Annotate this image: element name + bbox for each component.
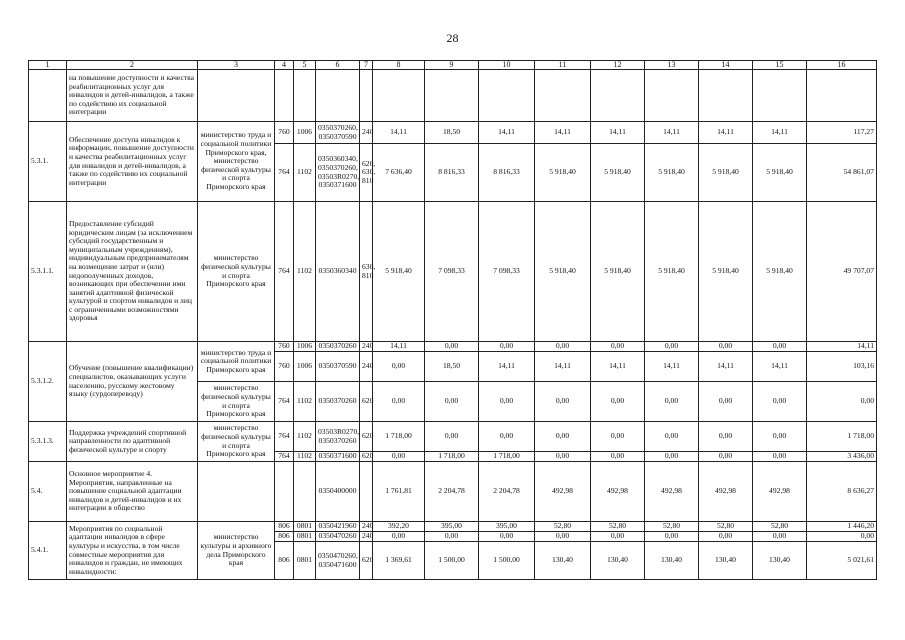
cell-r5312a-col10: 0,00 (479, 342, 535, 352)
empty-cell (699, 70, 753, 122)
cell-r54-col16: 8 636,27 (807, 462, 877, 522)
cell-r54-col11: 492,98 (535, 462, 591, 522)
cell-r541b-col5: 0801 (294, 532, 316, 542)
cell-r531b-col15: 5 918,40 (753, 144, 807, 202)
row-executor: министерство труда и социальной политики Приморского края (198, 342, 275, 382)
cell-r5311-col9: 7 098,33 (425, 202, 479, 342)
cell-r5313a-col6: 03503R0270, 0350370260 (316, 422, 360, 452)
cell-r5312b-col8: 0,00 (373, 352, 425, 382)
cell-r541a-col15: 52,80 (753, 522, 807, 532)
empty-cell (753, 70, 807, 122)
cell-r531a-col15: 14,11 (753, 122, 807, 144)
empty-cell (29, 70, 67, 122)
cell-r541c-col9: 1 500,00 (425, 542, 479, 580)
cell-r541c-col10: 1 500,00 (479, 542, 535, 580)
cell-r541c-col14: 130,40 (699, 542, 753, 580)
row-description: Поддержка учреждений спортивной направленности по адаптивной физической культуре и спорту (67, 422, 198, 462)
cell-r541c-col6: 0350470260, 0350471600 (316, 542, 360, 580)
cell-r5312c-col10: 0,00 (479, 382, 535, 422)
empty-cell (198, 70, 275, 122)
column-header-14: 14 (699, 61, 753, 70)
page-number: 28 (446, 31, 459, 45)
cell-r5311-col5: 1102 (294, 202, 316, 342)
cell-r541b-col10: 0,00 (479, 532, 535, 542)
cell-r5313b-col8: 0,00 (373, 452, 425, 462)
column-header-12: 12 (591, 61, 645, 70)
cell-r5312b-col7: 240 (360, 352, 373, 382)
row-executor: министерство физической культуры и спорта Приморского края (198, 382, 275, 422)
cell-r5313a-col13: 0,00 (645, 422, 699, 452)
cell-r541c-col16: 5 021,61 (807, 542, 877, 580)
empty-cell (535, 70, 591, 122)
cell-r5312a-col8: 14,11 (373, 342, 425, 352)
row-number: 5.3.1.3. (29, 422, 67, 462)
column-header-13: 13 (645, 61, 699, 70)
cell-r5311-col7: 630, 810 (360, 202, 373, 342)
empty-cell (807, 70, 877, 122)
cell-r5312c-col9: 0,00 (425, 382, 479, 422)
cell-r5312b-col11: 14,11 (535, 352, 591, 382)
cell-r531b-col9: 8 816,33 (425, 144, 479, 202)
cell-r5313b-col10: 1 718,00 (479, 452, 535, 462)
cell-r541b-col15: 0,00 (753, 532, 807, 542)
cell-r5313b-col7: 620 (360, 452, 373, 462)
cell-r5311-col14: 5 918,40 (699, 202, 753, 342)
cell-r541c-col15: 130,40 (753, 542, 807, 580)
cell-r5313a-col15: 0,00 (753, 422, 807, 452)
column-header-7: 7 (360, 61, 373, 70)
cell-r5312c-col7: 620 (360, 382, 373, 422)
cell-r5312c-col13: 0,00 (645, 382, 699, 422)
column-header-3: 3 (198, 61, 275, 70)
cell-r531b-col8: 7 636,40 (373, 144, 425, 202)
cell-r5313a-col12: 0,00 (591, 422, 645, 452)
cell-r531b-col10: 8 816,33 (479, 144, 535, 202)
cell-r5312a-col15: 0,00 (753, 342, 807, 352)
row-description: на повышение доступности и качества реабилитационных услуг для инвалидов и детей-инвалидов, а также по содействию их социальной интеграции (67, 70, 198, 122)
column-header-16: 16 (807, 61, 877, 70)
cell-r5312c-col15: 0,00 (753, 382, 807, 422)
cell-r531a-col9: 18,50 (425, 122, 479, 144)
row-description: Обеспечение доступа инвалидов к информации, повышение доступности и качества реабилитационных услуг для инвалидов и детей-инвалидов, а также по содействию их социальной интеграции (67, 122, 198, 202)
cell-r5313b-col16: 3 436,00 (807, 452, 877, 462)
empty-cell (591, 70, 645, 122)
cell-r531a-col13: 14,11 (645, 122, 699, 144)
row-number: 5.4.1. (29, 522, 67, 580)
cell-r5312c-col16: 0,00 (807, 382, 877, 422)
cell-r5312b-col9: 18,50 (425, 352, 479, 382)
cell-r54-col6: 0350400000 (316, 462, 360, 522)
cell-r5312b-col14: 14,11 (699, 352, 753, 382)
column-header-5: 5 (294, 61, 316, 70)
cell-r531a-col16: 117,27 (807, 122, 877, 144)
cell-r541c-col5: 0801 (294, 542, 316, 580)
empty-cell (479, 70, 535, 122)
cell-r5312c-col4: 764 (275, 382, 294, 422)
cell-r5311-col10: 7 098,33 (479, 202, 535, 342)
cell-r5313a-col4: 764 (275, 422, 294, 452)
cell-r541a-col16: 1 446,20 (807, 522, 877, 532)
cell-r5312c-col6: 0350370260 (316, 382, 360, 422)
cell-r54-col15: 492,98 (753, 462, 807, 522)
cell-r5312a-col6: 0350370260 (316, 342, 360, 352)
cell-r541c-col11: 130,40 (535, 542, 591, 580)
cell-r531b-col12: 5 918,40 (591, 144, 645, 202)
cell-r5313b-col14: 0,00 (699, 452, 753, 462)
cell-r5312c-col11: 0,00 (535, 382, 591, 422)
empty-cell (198, 462, 275, 522)
cell-r5311-col16: 49 707,07 (807, 202, 877, 342)
column-header-10: 10 (479, 61, 535, 70)
cell-r54-col9: 2 204,78 (425, 462, 479, 522)
cell-r531a-col10: 14,11 (479, 122, 535, 144)
row-description: Мероприятия по социальной адаптации инвалидов в сфере культуры и искусства, в том числе совместные мероприятия для инвалидов и граждан, не имеющих инвалидности: (67, 522, 198, 580)
cell-r531b-col6: 0350360340, 0350370260, 03503R0270, 0350371600 (316, 144, 360, 202)
header-row (29, 61, 877, 70)
cell-r541b-col8: 0,00 (373, 532, 425, 542)
row-executor: министерство труда и социальной политики Приморского края, министерство физической культуры и спорта Приморского края (198, 122, 275, 202)
cell-r5311-col4: 764 (275, 202, 294, 342)
cell-r5313b-col5: 1102 (294, 452, 316, 462)
cell-r5312a-col5: 1006 (294, 342, 316, 352)
cell-r541b-col16: 0,00 (807, 532, 877, 542)
row-description: Предоставление субсидий юридическим лицам (за исключением субсидий государственным и муниципальным учреждениям), индивидуальным предпринимателям на возмещение затрат и (или) недополученных доходов, возникающих при обеспечении ими занятий адаптивной физической культурой и спортом инвалидов и лиц с ограниченными возможностями здоровья (67, 202, 198, 342)
cell-r531a-col6: 0350370260, 0350370590 (316, 122, 360, 144)
cell-r541c-col4: 806 (275, 542, 294, 580)
cell-r541c-col8: 1 369,61 (373, 542, 425, 580)
cell-r531b-col14: 5 918,40 (699, 144, 753, 202)
cell-r5313b-col4: 764 (275, 452, 294, 462)
cell-r541a-col14: 52,80 (699, 522, 753, 532)
table-row-5-3-1-a (29, 122, 877, 144)
cell-r5312a-col16: 14,11 (807, 342, 877, 352)
cell-r5313a-col14: 0,00 (699, 422, 753, 452)
cell-r541c-col7: 620 (360, 542, 373, 580)
cell-r541a-col12: 52,80 (591, 522, 645, 532)
cell-r541a-col13: 52,80 (645, 522, 699, 532)
cell-r5312c-col14: 0,00 (699, 382, 753, 422)
column-header-15: 15 (753, 61, 807, 70)
cell-r541a-col7: 240 (360, 522, 373, 532)
cell-r5312a-col9: 0,00 (425, 342, 479, 352)
cell-r5312a-col11: 0,00 (535, 342, 591, 352)
cell-r541b-col7: 240 (360, 532, 373, 542)
column-header-6: 6 (316, 61, 360, 70)
cell-r5312b-col13: 14,11 (645, 352, 699, 382)
cell-r5312b-col16: 103,16 (807, 352, 877, 382)
cell-r5313a-col8: 1 718,00 (373, 422, 425, 452)
row-number: 5.3.1.2. (29, 342, 67, 422)
cell-r531a-col11: 14,11 (535, 122, 591, 144)
column-header-11: 11 (535, 61, 591, 70)
cell-r531a-col8: 14,11 (373, 122, 425, 144)
table-row-5-3-1-1 (29, 202, 877, 342)
row-executor: министерство физической культуры и спорта Приморского края (198, 202, 275, 342)
cell-r5311-col11: 5 918,40 (535, 202, 591, 342)
cell-r5311-col8: 5 918,40 (373, 202, 425, 342)
empty-cell (360, 70, 373, 122)
cell-r541a-col5: 0801 (294, 522, 316, 532)
cell-r5313b-col12: 0,00 (591, 452, 645, 462)
cell-r5311-col13: 5 918,40 (645, 202, 699, 342)
cell-r54-col14: 492,98 (699, 462, 753, 522)
cell-r5312b-col6: 0350370590 (316, 352, 360, 382)
table-row-5-4-1-a (29, 522, 877, 532)
cell-r54-col13: 492,98 (645, 462, 699, 522)
table-row-continuation (29, 70, 877, 122)
table-row-5-4 (29, 462, 877, 522)
cell-r531a-col4: 760 (275, 122, 294, 144)
empty-cell (373, 70, 425, 122)
cell-r531a-col14: 14,11 (699, 122, 753, 144)
cell-r5313a-col5: 1102 (294, 422, 316, 452)
cell-r5311-col15: 5 918,40 (753, 202, 807, 342)
cell-r531b-col11: 5 918,40 (535, 144, 591, 202)
cell-r54-col7 (360, 462, 373, 522)
cell-r5312c-col5: 1102 (294, 382, 316, 422)
cell-r541b-col6: 0350470260 (316, 532, 360, 542)
empty-cell (425, 70, 479, 122)
cell-r5312a-col4: 760 (275, 342, 294, 352)
cell-r541b-col4: 806 (275, 532, 294, 542)
cell-r541b-col14: 0,00 (699, 532, 753, 542)
table-row-5-3-1-2-a (29, 342, 877, 352)
program-table (28, 60, 877, 580)
column-header-4: 4 (275, 61, 294, 70)
cell-r541b-col11: 0,00 (535, 532, 591, 542)
row-description: Основное мероприятие 4. Мероприятия, направленные на повышение социальной адаптации инвалидов и детей-инвалидов и их интеграции в общество (67, 462, 198, 522)
cell-r531b-col4: 764 (275, 144, 294, 202)
cell-r541b-col9: 0,00 (425, 532, 479, 542)
cell-r54-col10: 2 204,78 (479, 462, 535, 522)
empty-cell (316, 70, 360, 122)
cell-r541a-col11: 52,80 (535, 522, 591, 532)
cell-r541b-col13: 0,00 (645, 532, 699, 542)
cell-r541c-col13: 130,40 (645, 542, 699, 580)
cell-r5312b-col15: 14,11 (753, 352, 807, 382)
cell-r5311-col12: 5 918,40 (591, 202, 645, 342)
column-header-2: 2 (67, 61, 198, 70)
cell-r5313a-col16: 1 718,00 (807, 422, 877, 452)
cell-r531b-col13: 5 918,40 (645, 144, 699, 202)
row-number: 5.3.1. (29, 122, 67, 202)
row-executor: министерство культуры и архивного дела Приморского края (198, 522, 275, 580)
cell-r5312b-col10: 14,11 (479, 352, 535, 382)
cell-r531b-col16: 54 861,07 (807, 144, 877, 202)
cell-r531a-col5: 1006 (294, 122, 316, 144)
cell-r5312c-col12: 0,00 (591, 382, 645, 422)
cell-r54-col5 (294, 462, 316, 522)
column-header-1: 1 (29, 61, 67, 70)
cell-r5313a-col7: 620 (360, 422, 373, 452)
cell-r5312b-col4: 760 (275, 352, 294, 382)
cell-r5313a-col10: 0,00 (479, 422, 535, 452)
cell-r54-col4 (275, 462, 294, 522)
cell-r5313b-col6: 0350371600 (316, 452, 360, 462)
empty-cell (275, 70, 294, 122)
row-number: 5.3.1.1. (29, 202, 67, 342)
cell-r531a-col12: 14,11 (591, 122, 645, 144)
table-row-5-3-1-3-a (29, 422, 877, 452)
cell-r541a-col6: 0350421960 (316, 522, 360, 532)
cell-r54-col12: 492,98 (591, 462, 645, 522)
empty-cell (645, 70, 699, 122)
cell-r5313b-col11: 0,00 (535, 452, 591, 462)
column-header-8: 8 (373, 61, 425, 70)
cell-r541a-col9: 395,00 (425, 522, 479, 532)
cell-r531a-col7: 240 (360, 122, 373, 144)
cell-r541a-col10: 395,00 (479, 522, 535, 532)
cell-r5312a-col12: 0,00 (591, 342, 645, 352)
cell-r5313b-col15: 0,00 (753, 452, 807, 462)
cell-r5312c-col8: 0,00 (373, 382, 425, 422)
row-number: 5.4. (29, 462, 67, 522)
cell-r5312a-col7: 240 (360, 342, 373, 352)
row-description: Обучение (повышение квалификации) специалистов, оказывающих услуги населению, русскому жестовому языку (сурдопереводу) (67, 342, 198, 422)
cell-r5313b-col13: 0,00 (645, 452, 699, 462)
cell-r531b-col7: 620, 630, 810 (360, 144, 373, 202)
cell-r54-col8: 1 761,81 (373, 462, 425, 522)
cell-r5313a-col9: 0,00 (425, 422, 479, 452)
cell-r531b-col5: 1102 (294, 144, 316, 202)
cell-r541a-col4: 806 (275, 522, 294, 532)
cell-r5313a-col11: 0,00 (535, 422, 591, 452)
column-header-9: 9 (425, 61, 479, 70)
cell-r541a-col8: 392,20 (373, 522, 425, 532)
cell-r541c-col12: 130,40 (591, 542, 645, 580)
cell-r5312a-col13: 0,00 (645, 342, 699, 352)
cell-r5312b-col12: 14,11 (591, 352, 645, 382)
cell-r541b-col12: 0,00 (591, 532, 645, 542)
cell-r5313b-col9: 1 718,00 (425, 452, 479, 462)
empty-cell (294, 70, 316, 122)
cell-r5311-col6: 0350360340 (316, 202, 360, 342)
cell-r5312b-col5: 1006 (294, 352, 316, 382)
cell-r5312a-col14: 0,00 (699, 342, 753, 352)
row-executor: министерство физической культуры и спорта Приморского края (198, 422, 275, 462)
